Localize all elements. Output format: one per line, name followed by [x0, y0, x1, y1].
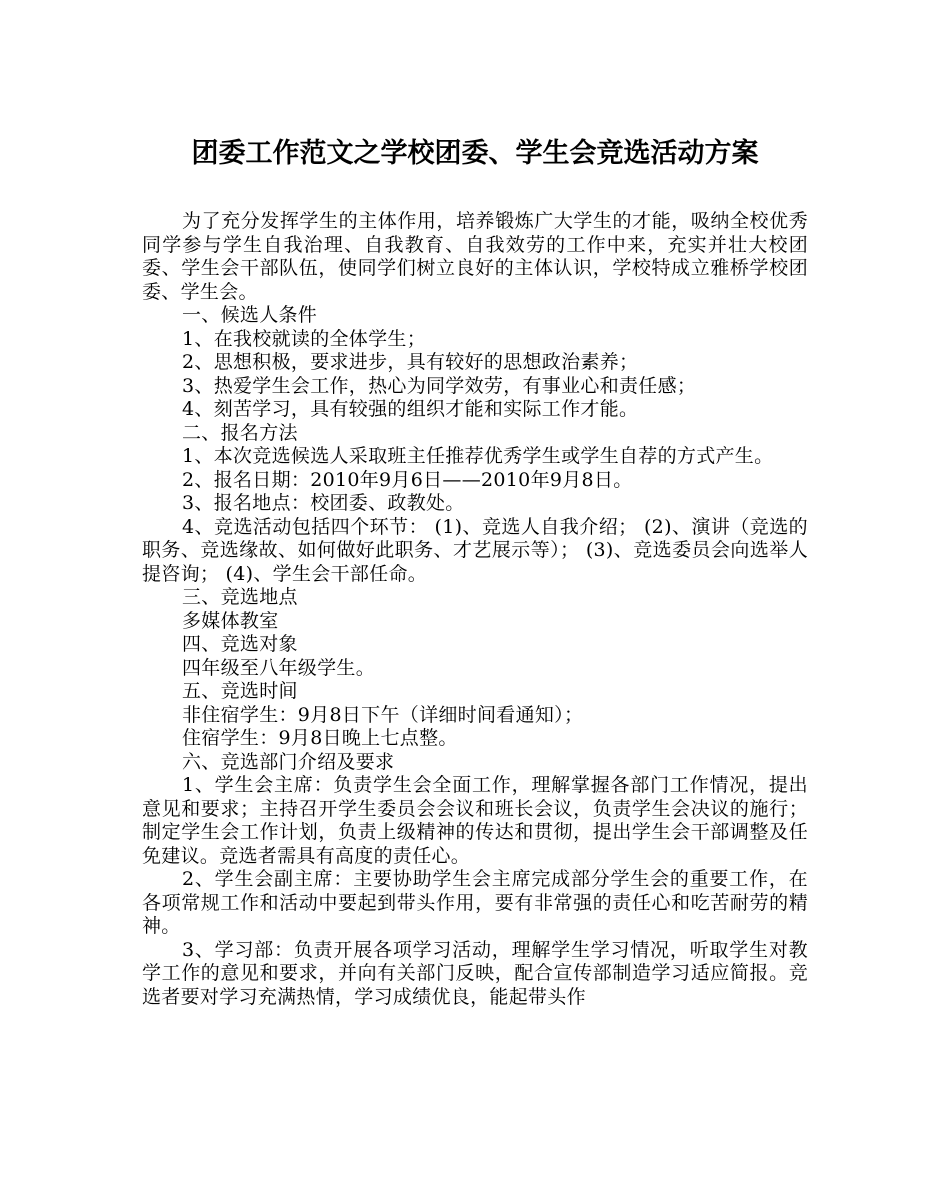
list-item: 3、学习部：负责开展各项学习活动，理解学生学习情况，听取学生对教学工作的意见和要求，并向有关部门反映，配合宣传部制造学习适应简报。竞选者要对学习充满热情，学习成绩优良，能起带头作 — [142, 938, 808, 1008]
list-item: 1、本次竞选候选人采取班主任推荐优秀学生或学生自荐的方式产生。 — [182, 445, 774, 467]
document-body — [142, 210, 808, 1009]
list-item: 4、刻苦学习，具有较强的组织才能和实际工作才能。 — [182, 398, 639, 420]
list-item: 1、学生会主席：负责学生会全面工作，理解掌握各部门工作情况，提出意见和要求；主持召开学生委员会会议和班长会议，负责学生会决议的施行；制定学生会工作计划，负责上级精神的传达和贯彻，提出学生会干部调整及任免建议。竞选者需具有高度的责任心。 — [142, 774, 808, 867]
body-line: 住宿学生：9月8日晚上七点整。 — [182, 727, 458, 749]
body-line: 四年级至八年级学生。 — [182, 656, 376, 679]
section-heading-target: 四、竞选对象 — [182, 633, 298, 655]
body-line: 非住宿学生：9月8日下午（详细时间看通知）； — [182, 703, 584, 726]
list-item: 2、学生会副主席：主要协助学生会主席完成部分学生会的重要工作，在各项常规工作和活动中要起到带头作用，要有非常强的责任心和吃苦耐劳的精神。 — [142, 868, 808, 937]
list-item: 3、报名地点：校团委、政教处。 — [182, 492, 465, 514]
document-page — [142, 0, 808, 1189]
list-item: 4、竞选活动包括四个环节： (1)、竞选人自我介绍； (2)、演讲（竞选的职务、竞选缘故、如何做好此职务、才艺展示等）； (3)、竞选委员会向选举人提咨询； (4)、学生会干部任命。 — [142, 515, 808, 585]
document-title: 团委工作范文之学校团委、学生会竞选活动方案 — [191, 138, 759, 169]
section-heading-departments: 六、竞选部门介绍及要求 — [182, 750, 395, 773]
list-item: 3、热爱学生会工作，热心为同学效劳，有事业心和责任感； — [182, 374, 697, 397]
section-heading-venue: 三、竞选地点 — [182, 586, 298, 608]
list-item: 2、思想积极，要求进步，具有较好的思想政治素养； — [182, 351, 639, 373]
body-line: 多媒体教室 — [182, 609, 279, 632]
list-item: 2、报名日期：2010年9月6日——2010年9月8日。 — [182, 468, 633, 491]
section-heading-time: 五、竞选时间 — [182, 680, 298, 702]
section-heading-candidate-conditions: 一、候选人条件 — [182, 304, 318, 326]
intro-paragraph: 为了充分发挥学生的主体作用，培养锻炼广大学生的才能，吸纳全校优秀同学参与学生自我治理、自我教育、自我效劳的工作中来，充实并壮大校团委、学生会干部队伍，使同学们树立良好的主体认识，学校特成立雅桥学校团委、学生会。 — [142, 210, 808, 303]
section-heading-registration: 二、报名方法 — [182, 421, 298, 444]
list-item: 1、在我校就读的全体学生； — [182, 327, 426, 350]
